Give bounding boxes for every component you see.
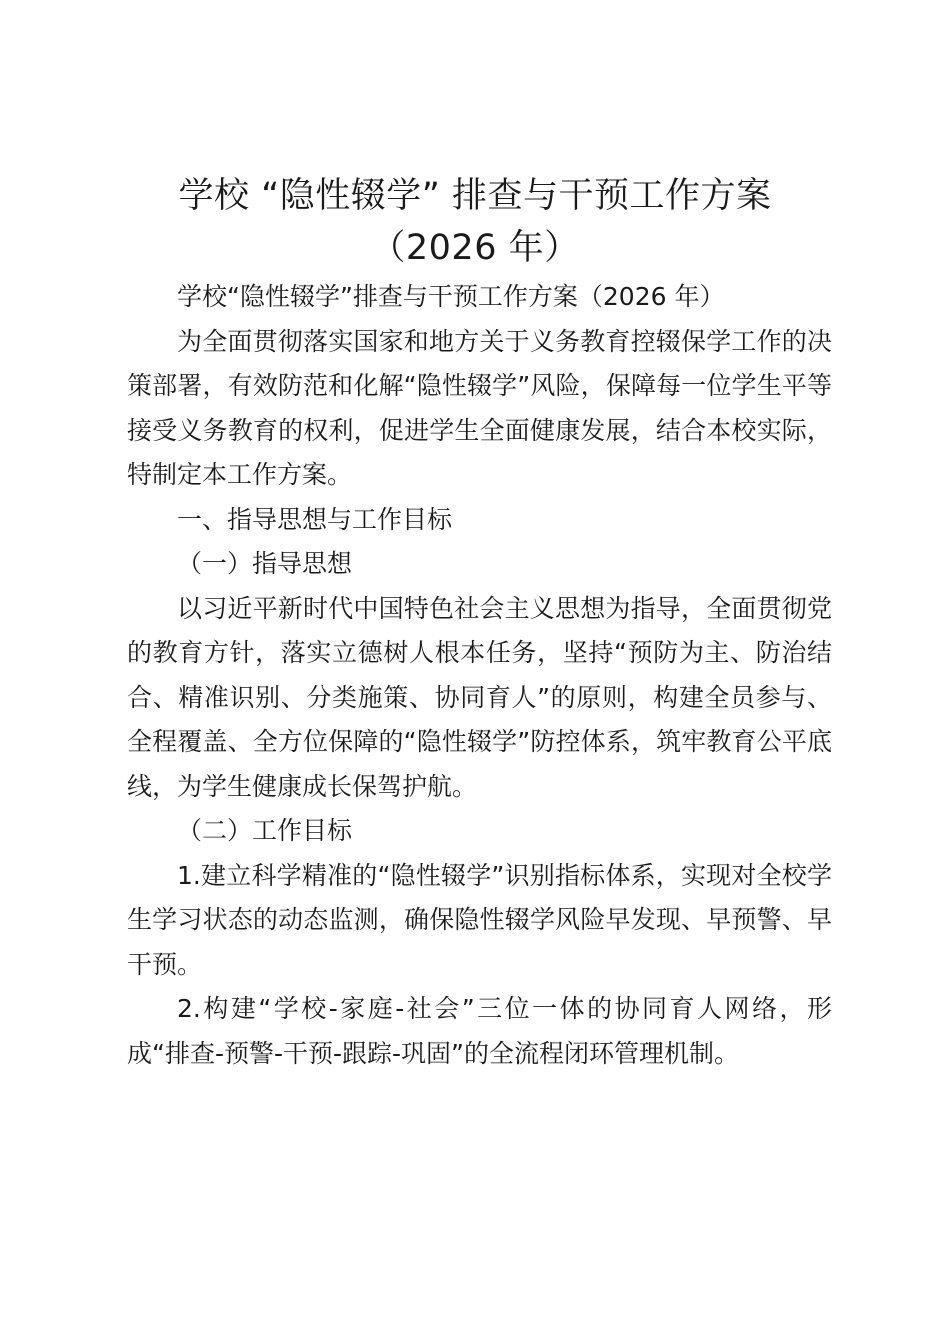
- document-title-year: （2026 年）: [370, 228, 580, 268]
- goal-item-2: 2.构建“学校-家庭-社会”三位一体的协同育人网络，形成“排查-预警-干预-跟踪-巩固”的全流程闭环管理机制。: [127, 994, 832, 1068]
- goal-item-1: 1.建立科学精准的“隐性辍学”识别指标体系，实现对全校学生学习状态的动态监测，确保隐性辍学风险早发现、早预警、早干预。: [127, 860, 832, 979]
- document-body: [127, 275, 832, 1076]
- document-title: 学校 “隐性辍学” 排查与干预工作方案: [178, 176, 772, 216]
- subsection-heading-guiding-thought: （一）指导思想: [177, 549, 353, 578]
- section-heading: 一、指导思想与工作目标: [177, 504, 453, 534]
- subsection-heading-work-goals: （二）工作目标: [177, 816, 353, 845]
- subtitle-paragraph: 学校“隐性辍学”排查与干预工作方案（2026 年）: [177, 282, 725, 311]
- intro-paragraph: 为全面贯彻落实国家和地方关于义务教育控辍保学工作的决策部署，有效防范和化解“隐性辍学”风险，保障每一位学生平等接受义务教育的权利，促进学生全面健康发展，结合本校实际，特制定本工作方案。: [127, 326, 832, 489]
- guiding-thought-paragraph: 以习近平新时代中国特色社会主义思想为指导，全面贯彻党的教育方针，落实立德树人根本任务，坚持“预防为主、防治结合、精准识别、分类施策、协同育人”的原则，构建全员参与、全程覆盖、全方位保障的“隐性辍学”防控体系，筑牢教育公平底线，为学生健康成长保驾护航。: [127, 593, 832, 801]
